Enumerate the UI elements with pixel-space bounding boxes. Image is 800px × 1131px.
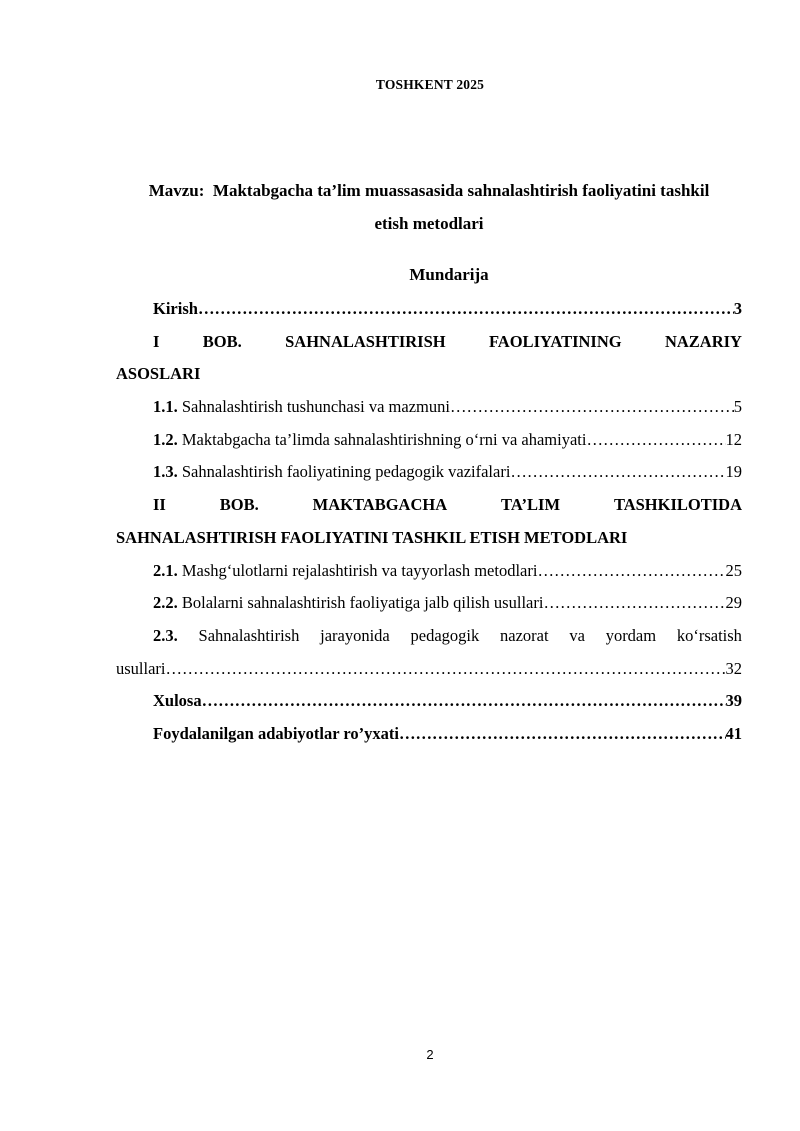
toc-entry-page: 32	[725, 658, 742, 678]
toc-entry-number: 2.3.	[153, 625, 178, 645]
toc-entry-2-1	[116, 560, 742, 593]
topic-heading	[116, 174, 742, 240]
toc-entry-page: 5	[733, 397, 742, 417]
toc-entry-2-3-line-2	[116, 658, 742, 691]
toc-entry-label: Kirish	[153, 299, 198, 318]
toc-entry-text: Bolalarni sahnalashtirish faoliyatiga jalb qilish usullari	[181, 593, 544, 613]
toc-entry-page: 41	[725, 723, 742, 743]
toc-entry-number: 1.3.	[153, 462, 178, 482]
toc-chapter-word: BOB.	[202, 331, 242, 351]
toc-chapter-word: II	[153, 495, 166, 515]
topic-prefix: Mavzu:	[148, 181, 205, 200]
topic-title-part-1: Maktabgacha ta’lim muassasasida sahnalashtirish faoliyatini tashkil	[212, 181, 710, 200]
toc-dot-leader	[166, 658, 726, 680]
toc-entry-word: va	[569, 625, 585, 645]
toc-chapter-2-line-1	[116, 494, 742, 527]
toc-entry-word: nazorat	[500, 625, 549, 645]
toc-entry-label	[153, 461, 510, 483]
toc-title: Mundarija	[409, 265, 489, 284]
toc-entry-conclusion	[116, 690, 742, 723]
toc-entry-word: pedagogik	[410, 625, 480, 645]
toc-chapter-word: TASHKILOTIDA	[613, 495, 742, 515]
toc-entry-2-2	[116, 592, 742, 625]
toc-chapter-word: MAKTABGACHA	[312, 495, 448, 515]
toc-entry-page: 3	[733, 299, 742, 318]
toc-chapter-word: BOB.	[219, 495, 259, 515]
toc-entry-page: 12	[725, 429, 742, 449]
toc-chapter-word: NAZARIY	[664, 331, 742, 351]
toc-dot-leader	[399, 723, 725, 745]
toc-chapter-word: FAOLIYATINING	[488, 331, 622, 351]
toc-entry-label	[153, 396, 450, 418]
table-of-contents	[116, 298, 742, 756]
toc-entry-label	[153, 429, 586, 451]
toc-entry-word: Sahnalashtirish	[198, 625, 300, 645]
toc-entry-label: Xulosa	[153, 691, 202, 711]
toc-entry-1-1	[116, 396, 742, 429]
toc-dot-leader	[198, 298, 734, 320]
toc-entry-word: ko‘rsatish	[676, 625, 742, 645]
toc-dot-leader	[537, 560, 725, 582]
toc-entry-1-2	[116, 429, 742, 462]
toc-chapter-1-line-1	[116, 331, 742, 364]
toc-entry-text: Sahnalashtirish tushunchasi va mazmuni	[181, 397, 450, 417]
toc-dot-leader	[543, 592, 725, 614]
toc-entry-word: yordam	[605, 625, 657, 645]
toc-entry-number: 1.2.	[153, 429, 178, 449]
toc-dot-leader	[202, 690, 726, 712]
toc-chapter-word: TA’LIM	[501, 495, 561, 515]
toc-entry-page: 19	[725, 462, 742, 482]
topic-title-part-2: etish metodlari	[374, 214, 484, 233]
toc-entry-text: usullari	[116, 658, 166, 678]
toc-chapter-2-line-2: SAHNALASHTIRISH FAOLIYATINI TASHKIL ETISH METODLARI	[116, 527, 628, 547]
toc-entry-word: jarayonida	[320, 625, 390, 645]
toc-entry-number: 2.1.	[153, 560, 178, 580]
toc-entry-label	[153, 592, 543, 614]
toc-entry-number: 2.2.	[153, 593, 178, 613]
toc-entry-2-3-line-1	[116, 625, 742, 658]
toc-entry-text: Mashg‘ulotlarni rejalashtirish va tayyorlash metodlari	[181, 560, 538, 580]
toc-entry-label: Foydalanilgan adabiyotlar ro’yxati	[153, 723, 400, 743]
city-year-header: TOSHKENT 2025	[375, 77, 485, 92]
toc-chapter-1-line-2: ASOSLARI	[116, 364, 201, 384]
toc-dot-leader	[586, 429, 725, 451]
toc-entry-1-3	[116, 461, 742, 494]
toc-entry-intro	[116, 298, 742, 331]
toc-dot-leader	[450, 396, 734, 418]
toc-entry-page: 25	[725, 560, 742, 580]
toc-entry-page: 39	[725, 691, 742, 711]
page-number: 2	[426, 1047, 434, 1062]
toc-dot-leader	[510, 461, 725, 483]
toc-entry-page: 29	[725, 593, 742, 613]
toc-chapter-word: SAHNALASHTIRISH	[285, 331, 446, 351]
topic-line-1	[116, 174, 742, 207]
toc-entry-label	[153, 560, 537, 582]
toc-entry-text: Sahnalashtirish faoliyatining pedagogik vazifalari	[181, 462, 511, 482]
toc-entry-number: 1.1.	[153, 397, 178, 417]
toc-entry-text: Maktabgacha ta’limda sahnalashtirishning o‘rni va ahamiyati	[181, 429, 587, 449]
toc-entry-references	[116, 723, 742, 756]
toc-chapter-word: I	[153, 331, 160, 351]
